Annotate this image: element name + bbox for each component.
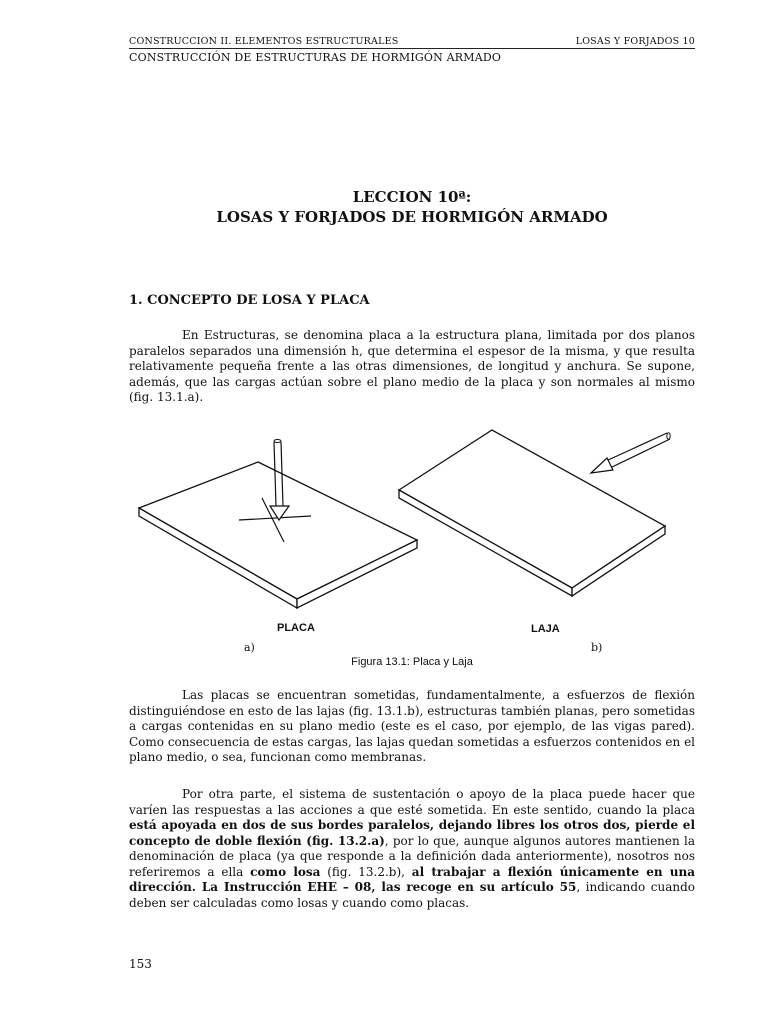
paragraph: [129, 787, 695, 911]
figure-label-placa: PLACA: [277, 622, 315, 634]
figure: [129, 420, 695, 640]
lesson-number: LECCION 10ª:: [352, 188, 472, 206]
figure-sub-b: b): [591, 641, 603, 654]
header-lesson: LOSAS Y FORJADOS 10: [575, 36, 695, 47]
paragraph-text: (fig. 13.2.b),: [320, 864, 412, 879]
paragraph-text: , indicando cuando deben ser calculadas como losas y cuando como placas.: [129, 880, 695, 910]
figure-illustration: [129, 420, 695, 640]
header-course: CONSTRUCCION II. ELEMENTOS ESTRUCTURALES: [129, 36, 399, 47]
paragraph-text: , por lo que, aunque algunos autores mantienen la denominación de placa (ya que responde a la definición dada anteriormente), nosotros nos referiremos a ella: [129, 833, 696, 879]
paragraph-text: En Estructuras, se denomina placa a la estructura plana, limitada por dos planos paralelos separados una dimensión h, que determina el espesor de la misma, y que resulta relativamente pequeña frente a las otras dimensiones, de longitud y anchura. Se supone, además, que las cargas actúan sobre el plano medio de la placa y son normales al mismo (fig. 13.1.a).: [129, 328, 695, 404]
bold-text: como losa: [250, 864, 321, 879]
paragraph: [129, 688, 695, 766]
paragraph-text: Las placas se encuentran sometidas, fundamentalmente, a esfuerzos de flexión distinguiéndose en esto de las lajas (fig. 13.1.b), estructuras también planas, pero sometidas a cargas contenidas en su plano medio (este es el caso, por ejemplo, de las vigas pared). Como consecuencia de estas cargas, las lajas quedan sometidas a esfuerzos contenidos en el plano medio, o sea, funcionan como membranas.: [129, 688, 696, 764]
placa-illustration: [139, 440, 417, 609]
bold-text: al trabajar a flexión únicamente en una dirección. La Instrucción EHE – 08, las recoge en su artículo 55: [129, 864, 695, 894]
figure-caption: Figura 13.1: Placa y Laja: [351, 656, 473, 668]
laja-illustration: [399, 430, 670, 596]
page-number: 153: [129, 957, 152, 971]
bold-text: está apoyada en dos de sus bordes paralelos, dejando libres los otros dos, pierde el concepto de doble flexión (fig. 13.2.a): [129, 818, 695, 848]
header-subtitle: CONSTRUCCIÓN DE ESTRUCTURAS DE HORMIGÓN ARMADO: [129, 51, 502, 64]
running-header: [129, 36, 695, 64]
paragraph: [129, 328, 695, 406]
figure-sub-a: a): [244, 641, 255, 654]
paragraph-text: Por otra parte, el sistema de sustentación o apoyo de la placa puede hacer que varíen las respuestas a las acciones a que esté sometida. En este sentido, cuando la placa: [129, 787, 695, 817]
section-heading: 1. CONCEPTO DE LOSA Y PLACA: [129, 293, 370, 308]
lesson-title: LOSAS Y FORJADOS DE HORMIGÓN ARMADO: [216, 208, 608, 226]
figure-label-laja: LAJA: [531, 623, 560, 635]
